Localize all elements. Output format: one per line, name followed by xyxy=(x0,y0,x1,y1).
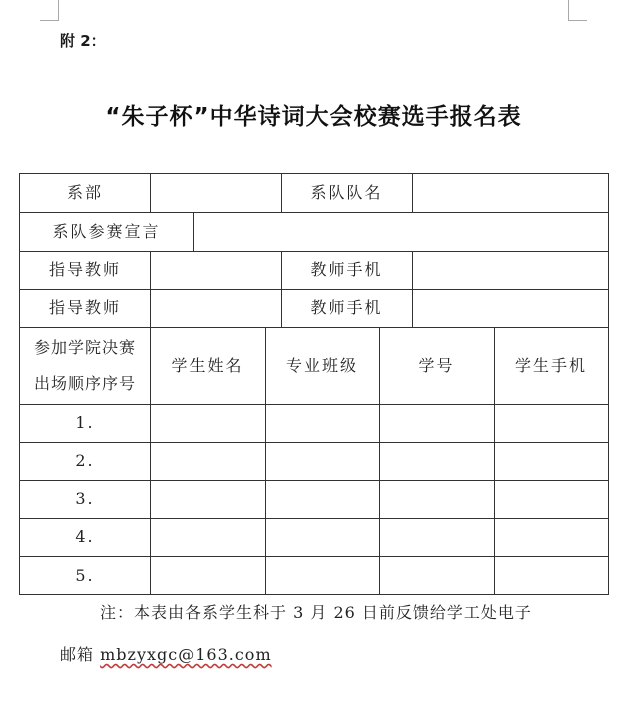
email-address[interactable]: mbzyxgc@163.com xyxy=(100,645,272,664)
row-phone-cell-2[interactable] xyxy=(494,442,608,480)
advisor-phone-label-1: 教师手机 xyxy=(310,260,383,279)
crop-mark-top-left xyxy=(40,0,59,21)
advisor-field-1[interactable] xyxy=(150,251,281,289)
header-student-phone: 学生手机 xyxy=(514,355,587,375)
submission-note: 注：本表由各系学生科于 3 月 26 日前反馈给学工处电子 xyxy=(100,603,532,622)
advisor-field-2[interactable] xyxy=(150,289,281,327)
grid-line xyxy=(265,327,266,595)
row-phone-cell-1[interactable] xyxy=(494,404,608,442)
row-order-4: 4. xyxy=(75,527,95,546)
email-label: 邮箱 xyxy=(60,645,95,664)
grid-line xyxy=(19,173,609,174)
row-phone-cell-5[interactable] xyxy=(494,556,608,595)
row-name-cell-3[interactable] xyxy=(150,480,265,518)
grid-line xyxy=(379,327,380,595)
row-order-2: 2. xyxy=(75,451,95,470)
grid-line xyxy=(412,251,413,327)
grid-line xyxy=(19,518,609,519)
row-order-5: 5. xyxy=(75,565,95,585)
row-name-cell-5[interactable] xyxy=(150,556,265,595)
row-student-id-cell-2[interactable] xyxy=(379,442,494,480)
row-order-1: 1. xyxy=(75,413,95,432)
advisor-phone-label-2: 教师手机 xyxy=(310,298,383,317)
grid-line xyxy=(19,251,609,252)
declaration-label: 系队参赛宣言 xyxy=(52,221,161,241)
grid-line xyxy=(19,442,609,443)
row-order-3: 3. xyxy=(75,489,95,508)
row-student-id-cell-5[interactable] xyxy=(379,556,494,595)
team-name-field[interactable] xyxy=(412,174,608,212)
header-student-name: 学生姓名 xyxy=(171,355,244,375)
email-line xyxy=(60,642,272,665)
row-phone-cell-4[interactable] xyxy=(494,518,608,556)
row-name-cell-1[interactable] xyxy=(150,404,265,442)
team-name-label: 系队队名 xyxy=(310,183,383,202)
attachment-label: 附 2： xyxy=(60,32,106,50)
order-header-line-1: 参加学院决赛 xyxy=(33,337,136,357)
row-student-id-cell-1[interactable] xyxy=(379,404,494,442)
crop-mark-top-right xyxy=(568,0,587,21)
row-major-class-cell-4[interactable] xyxy=(265,518,379,556)
grid-line xyxy=(494,327,495,595)
grid-line xyxy=(412,173,413,212)
grid-line xyxy=(19,404,609,405)
department-field[interactable] xyxy=(150,174,281,212)
row-student-id-cell-4[interactable] xyxy=(379,518,494,556)
row-major-class-cell-2[interactable] xyxy=(265,442,379,480)
grid-line xyxy=(281,251,282,327)
row-name-cell-4[interactable] xyxy=(150,518,265,556)
grid-line xyxy=(150,173,151,212)
grid-line xyxy=(19,327,609,328)
row-student-id-cell-3[interactable] xyxy=(379,480,494,518)
row-major-class-cell-3[interactable] xyxy=(265,480,379,518)
advisor-label-1: 指导教师 xyxy=(48,260,121,279)
grid-line xyxy=(19,556,609,557)
grid-line xyxy=(150,251,151,595)
grid-line xyxy=(281,173,282,212)
department-label: 系部 xyxy=(66,183,103,202)
advisor-phone-field-1[interactable] xyxy=(412,251,608,289)
grid-line xyxy=(608,173,609,595)
grid-line xyxy=(19,212,609,213)
advisor-phone-field-2[interactable] xyxy=(412,289,608,327)
grid-line xyxy=(193,212,194,251)
row-phone-cell-3[interactable] xyxy=(494,480,608,518)
header-major-class: 专业班级 xyxy=(285,355,358,375)
order-header-line-2: 出场顺序序号 xyxy=(33,373,136,393)
header-student-id: 学号 xyxy=(418,355,455,375)
form-title: “朱子杯”中华诗词大会校赛选手报名表 xyxy=(105,104,522,130)
row-name-cell-2[interactable] xyxy=(150,442,265,480)
order-header xyxy=(20,327,150,404)
declaration-field[interactable] xyxy=(193,212,608,251)
grid-line xyxy=(19,480,609,481)
row-major-class-cell-5[interactable] xyxy=(265,556,379,595)
grid-line xyxy=(19,289,609,290)
advisor-label-2: 指导教师 xyxy=(48,298,121,317)
row-major-class-cell-1[interactable] xyxy=(265,404,379,442)
grid-line xyxy=(19,173,20,595)
grid-line xyxy=(19,594,609,595)
